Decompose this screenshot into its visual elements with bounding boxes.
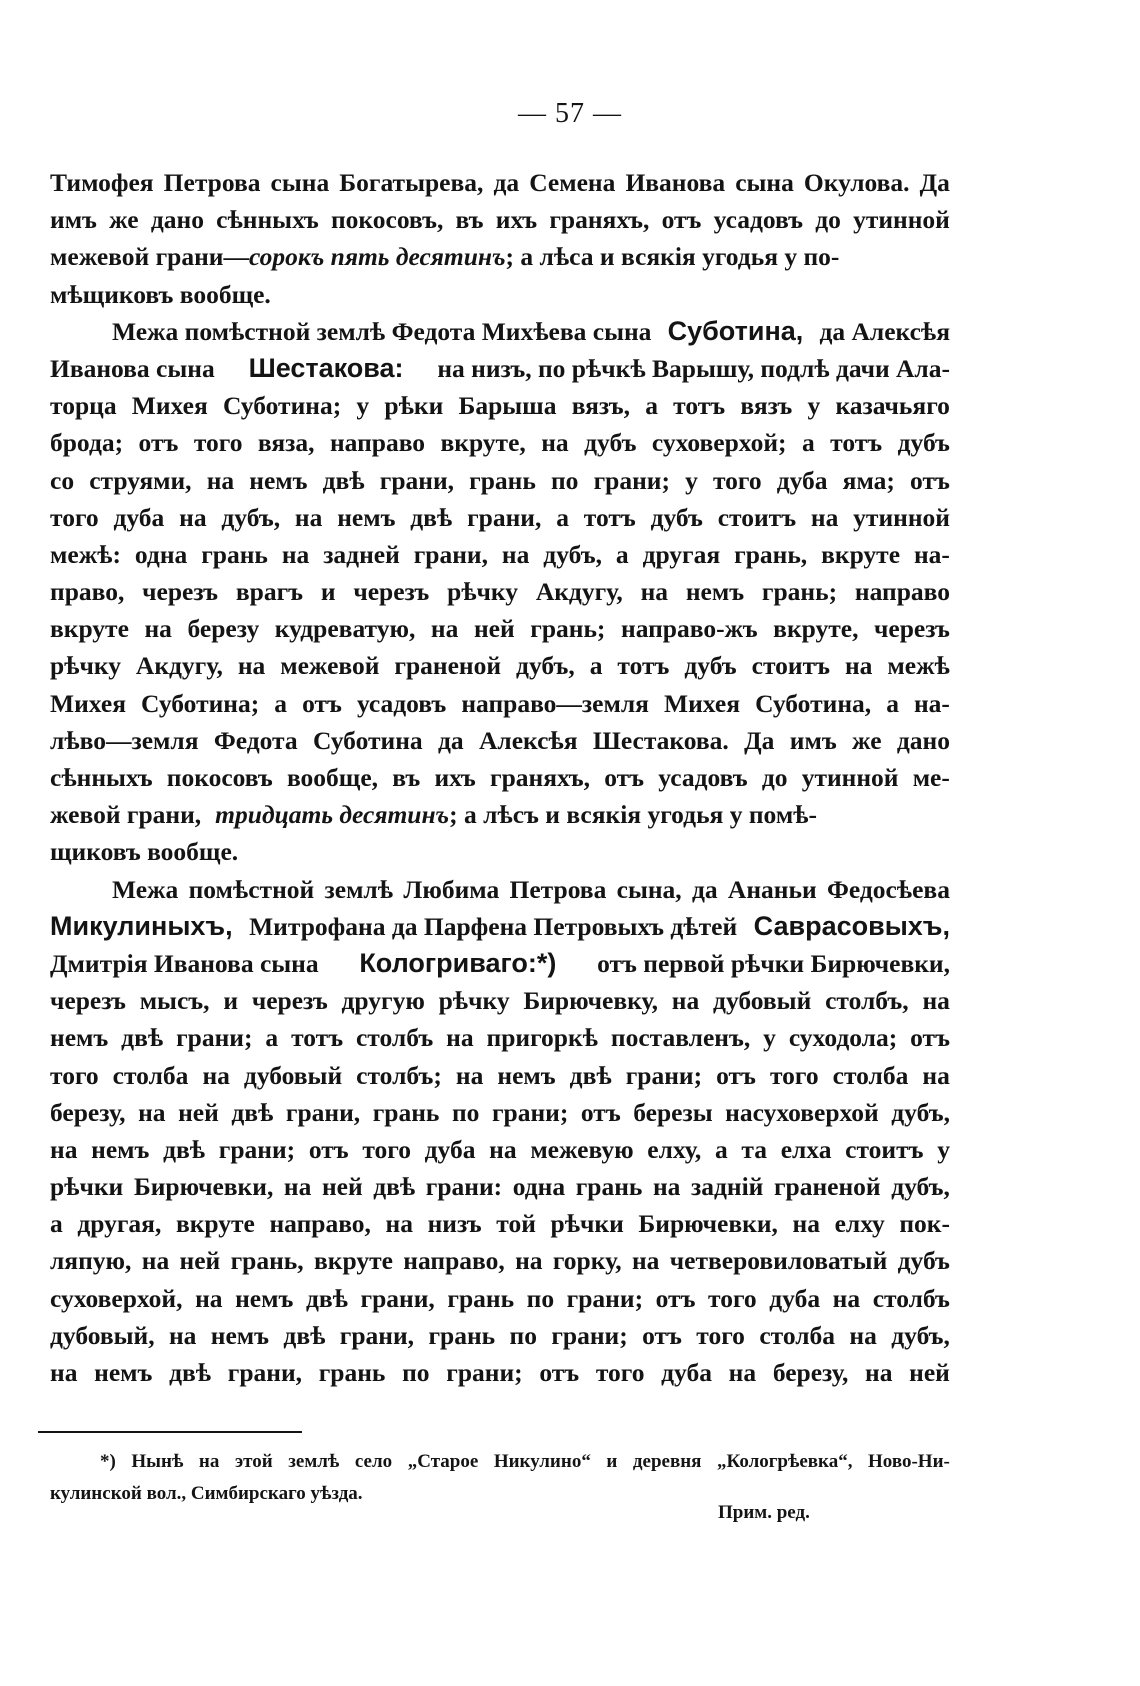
text-line: жевой грани, тридцать десятинъ ; а лѣсъ и всякія угодья у помѣ- <box>50 796 950 833</box>
text-line: ляпую, на ней грань, вкруте направо, на горку, на четверовиловатый дубъ <box>50 1246 950 1276</box>
text-line: того дуба на дубъ, на немъ двѣ грани, а тотъ дубъ стоитъ на утинной <box>50 502 950 532</box>
text-line: а другая, вкруте направо, на низъ той рѣчки Бирючевки, на елху пок- <box>50 1209 950 1239</box>
text-line: мѣщиковъ вообще. <box>50 279 271 309</box>
text-line: брода; отъ того вяза, направо вкруте, на дубъ суховерхой; а тотъ дубъ <box>50 428 950 458</box>
paragraph-start: Межа помѣстной землѣ Любима Петрова сына, да Ананьи Федосѣева <box>112 874 950 904</box>
surname-emphasis: Микулиныхъ, <box>50 910 233 941</box>
text-line: на немъ двѣ грани; отъ того дуба на межевую елху, а та елха стоитъ у <box>50 1134 950 1164</box>
text-line: Тимофея Петрова сына Богатырева, да Семена Иванова сына Окулова. Да <box>50 168 950 197</box>
text-line: межѣ: одна грань на задней грани, на дубъ, а другая грань, вкруте на- <box>50 539 950 569</box>
surname-emphasis: Суботина, <box>667 315 804 346</box>
surname-emphasis: Шестакова: <box>248 352 404 383</box>
text-line: лѣво—земля Федота Суботина да Алексѣя Шестакова. Да имъ же дано <box>50 725 950 755</box>
text-line: межевой грани— сорокъ пять десятинъ ; а лѣса и всякія угодья у по- <box>50 238 950 275</box>
text-line: немъ двѣ грани; а тотъ столбъ на пригоркѣ поставленъ, у суходола; отъ <box>50 1023 950 1053</box>
surname-emphasis: Саврасовыхъ, <box>753 910 950 941</box>
text-line: Иванова сына Шестакова: на низъ, по рѣчкѣ Варышу, подлѣ дачи Ала- <box>50 350 950 387</box>
main-text <box>50 164 950 1391</box>
text-line: Дмитрія Иванова сына Кологриваго:*) отъ первой рѣчки Бирючевки, <box>50 945 950 982</box>
text-line: того столба на дубовый столбъ; на немъ двѣ грани; отъ того столба на <box>50 1060 950 1090</box>
text-line: право, черезъ врагъ и черезъ рѣчку Акдугу, на немъ грань; направо <box>50 577 950 607</box>
text-line: вкруте на березу кудреватую, на ней грань; направо-жъ вкруте, черезъ <box>50 614 950 644</box>
footnote <box>50 1446 950 1510</box>
text-line: дубовый, на немъ двѣ грани, грань по грани; отъ того столба на дубъ, <box>50 1320 950 1350</box>
footnote-divider <box>38 1431 302 1433</box>
footnote-line: кулинской вол., Симбирскаго уѣзда. <box>50 1483 363 1504</box>
editor-note: Прим. ред. <box>718 1502 810 1523</box>
text-line: торца Михея Суботина; у рѣки Барыша вязъ, а тотъ вязъ у казачьяго <box>50 391 950 421</box>
text-line: щиковъ вообще. <box>50 837 239 867</box>
page-number: — 57 — <box>518 98 622 129</box>
text-line: имъ же дано сѣнныхъ покосовъ, въ ихъ граняхъ, отъ усадовъ до утинной <box>50 205 950 235</box>
text-line: березу, на ней двѣ грани, грань по грани; отъ березы насуховерхой дубъ, <box>50 1097 950 1127</box>
text-line: Михея Суботина; а отъ усадовъ направо—земля Михея Суботина, а на- <box>50 688 950 718</box>
text-line: суховерхой, на немъ двѣ грани, грань по грани; отъ того дуба на столбъ <box>50 1283 950 1313</box>
text-line: сѣнныхъ покосовъ вообще, въ ихъ граняхъ, отъ усадовъ до утинной ме- <box>50 763 950 792</box>
italic-phrase: тридцать десятинъ <box>215 800 450 830</box>
text-line: Микулиныхъ, Митрофана да Парфена Петровыхъ дѣтей Саврасовыхъ, <box>50 908 950 945</box>
text-line: черезъ мысъ, и черезъ другую рѣчку Бирючевку, на дубовый столбъ, на <box>50 986 950 1016</box>
text-line: рѣчки Бирючевки, на ней двѣ грани: одна грань на задній граненой дубъ, <box>50 1172 950 1202</box>
surname-emphasis: Кологриваго:*) <box>359 947 557 978</box>
paragraph-start: Межа помѣстной землѣ Федота Михѣева сына Суботина, да Алексѣя <box>50 313 950 350</box>
italic-phrase: сорокъ пять десятинъ <box>248 242 506 272</box>
text-line: со струями, на немъ двѣ грани, грань по грани; у того дуба яма; отъ <box>50 465 950 495</box>
footnote-line: *) Нынѣ на этой землѣ село „Старое Никулино“ и деревня „Кологрѣевка“, Ново-Ни- <box>100 1451 950 1472</box>
text-line: на немъ двѣ грани, грань по грани; отъ того дуба на березу, на ней <box>50 1358 950 1387</box>
text-line: рѣчку Акдугу, на межевой граненой дубъ, а тотъ дубъ стоитъ на межѣ <box>50 651 950 681</box>
